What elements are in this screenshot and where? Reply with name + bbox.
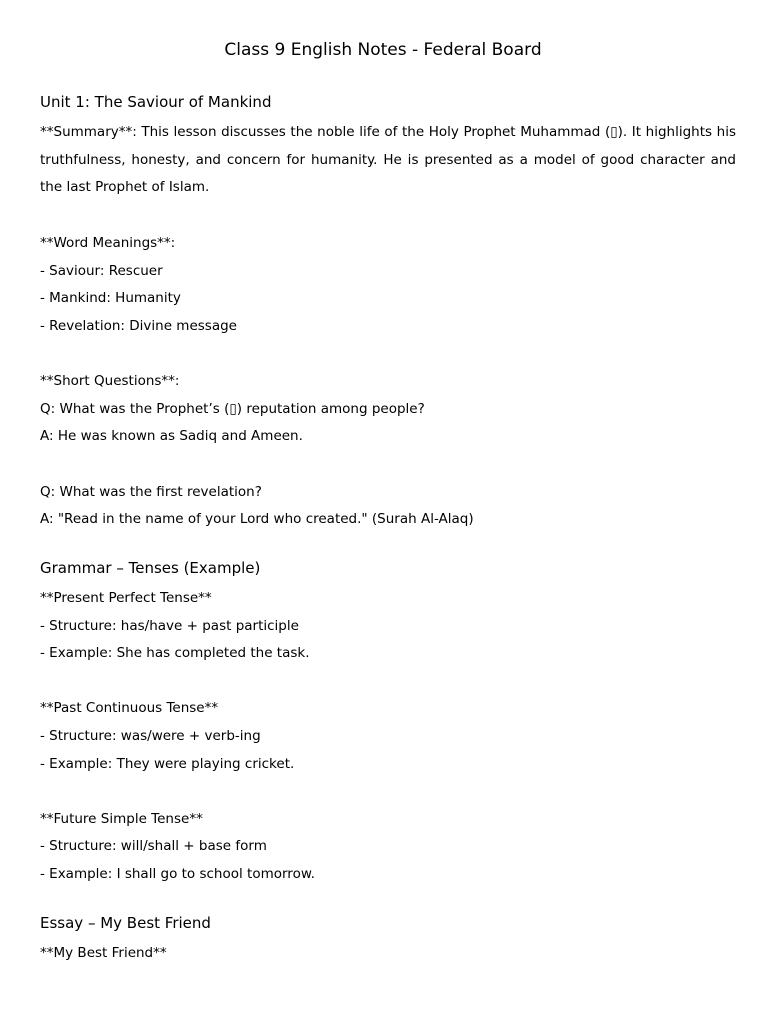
grammar-heading: Grammar – Tenses (Example) <box>40 559 261 577</box>
tense-example: - Example: I shall go to school tomorrow. <box>40 866 315 882</box>
tense-structure: - Structure: has/have + past participle <box>40 618 299 634</box>
question-text: Q: What was the first revelation? <box>40 484 262 500</box>
answer-text: A: He was known as Sadiq and Ameen. <box>40 428 303 444</box>
answer-text: A: "Read in the name of your Lord who created." (Surah Al-Alaq) <box>40 511 474 527</box>
word-meaning-item: - Revelation: Divine message <box>40 318 237 334</box>
short-questions-heading: **Short Questions**: <box>40 373 180 389</box>
unit1-heading: Unit 1: The Saviour of Mankind <box>40 93 272 111</box>
word-meaning-item: - Mankind: Humanity <box>40 290 181 306</box>
unit1-summary: **Summary**: This lesson discusses the noble life of the Holy Prophet Muhammad (▯). It highlights his truthfulness, honesty, and concern for humanity. He is presented as a model of good character and the last Prophet of Islam. <box>40 124 736 196</box>
tense-example: - Example: They were playing cricket. <box>40 756 295 772</box>
tense-structure: - Structure: was/were + verb-ing <box>40 728 261 744</box>
word-meaning-item: - Saviour: Rescuer <box>40 263 163 279</box>
word-meanings-heading: **Word Meanings**: <box>40 235 176 251</box>
tense-structure: - Structure: will/shall + base form <box>40 838 267 854</box>
question-text: Q: What was the Prophet’s (▯) reputation among people? <box>40 401 425 417</box>
tense-name: **Future Simple Tense** <box>40 811 203 827</box>
tense-name: **Past Continuous Tense** <box>40 700 219 716</box>
essay-subheading: **My Best Friend** <box>40 945 167 961</box>
essay-heading: Essay – My Best Friend <box>40 914 211 932</box>
tense-name: **Present Perfect Tense** <box>40 590 212 606</box>
document-title: Class 9 English Notes - Federal Board <box>224 40 542 60</box>
tense-example: - Example: She has completed the task. <box>40 645 310 661</box>
